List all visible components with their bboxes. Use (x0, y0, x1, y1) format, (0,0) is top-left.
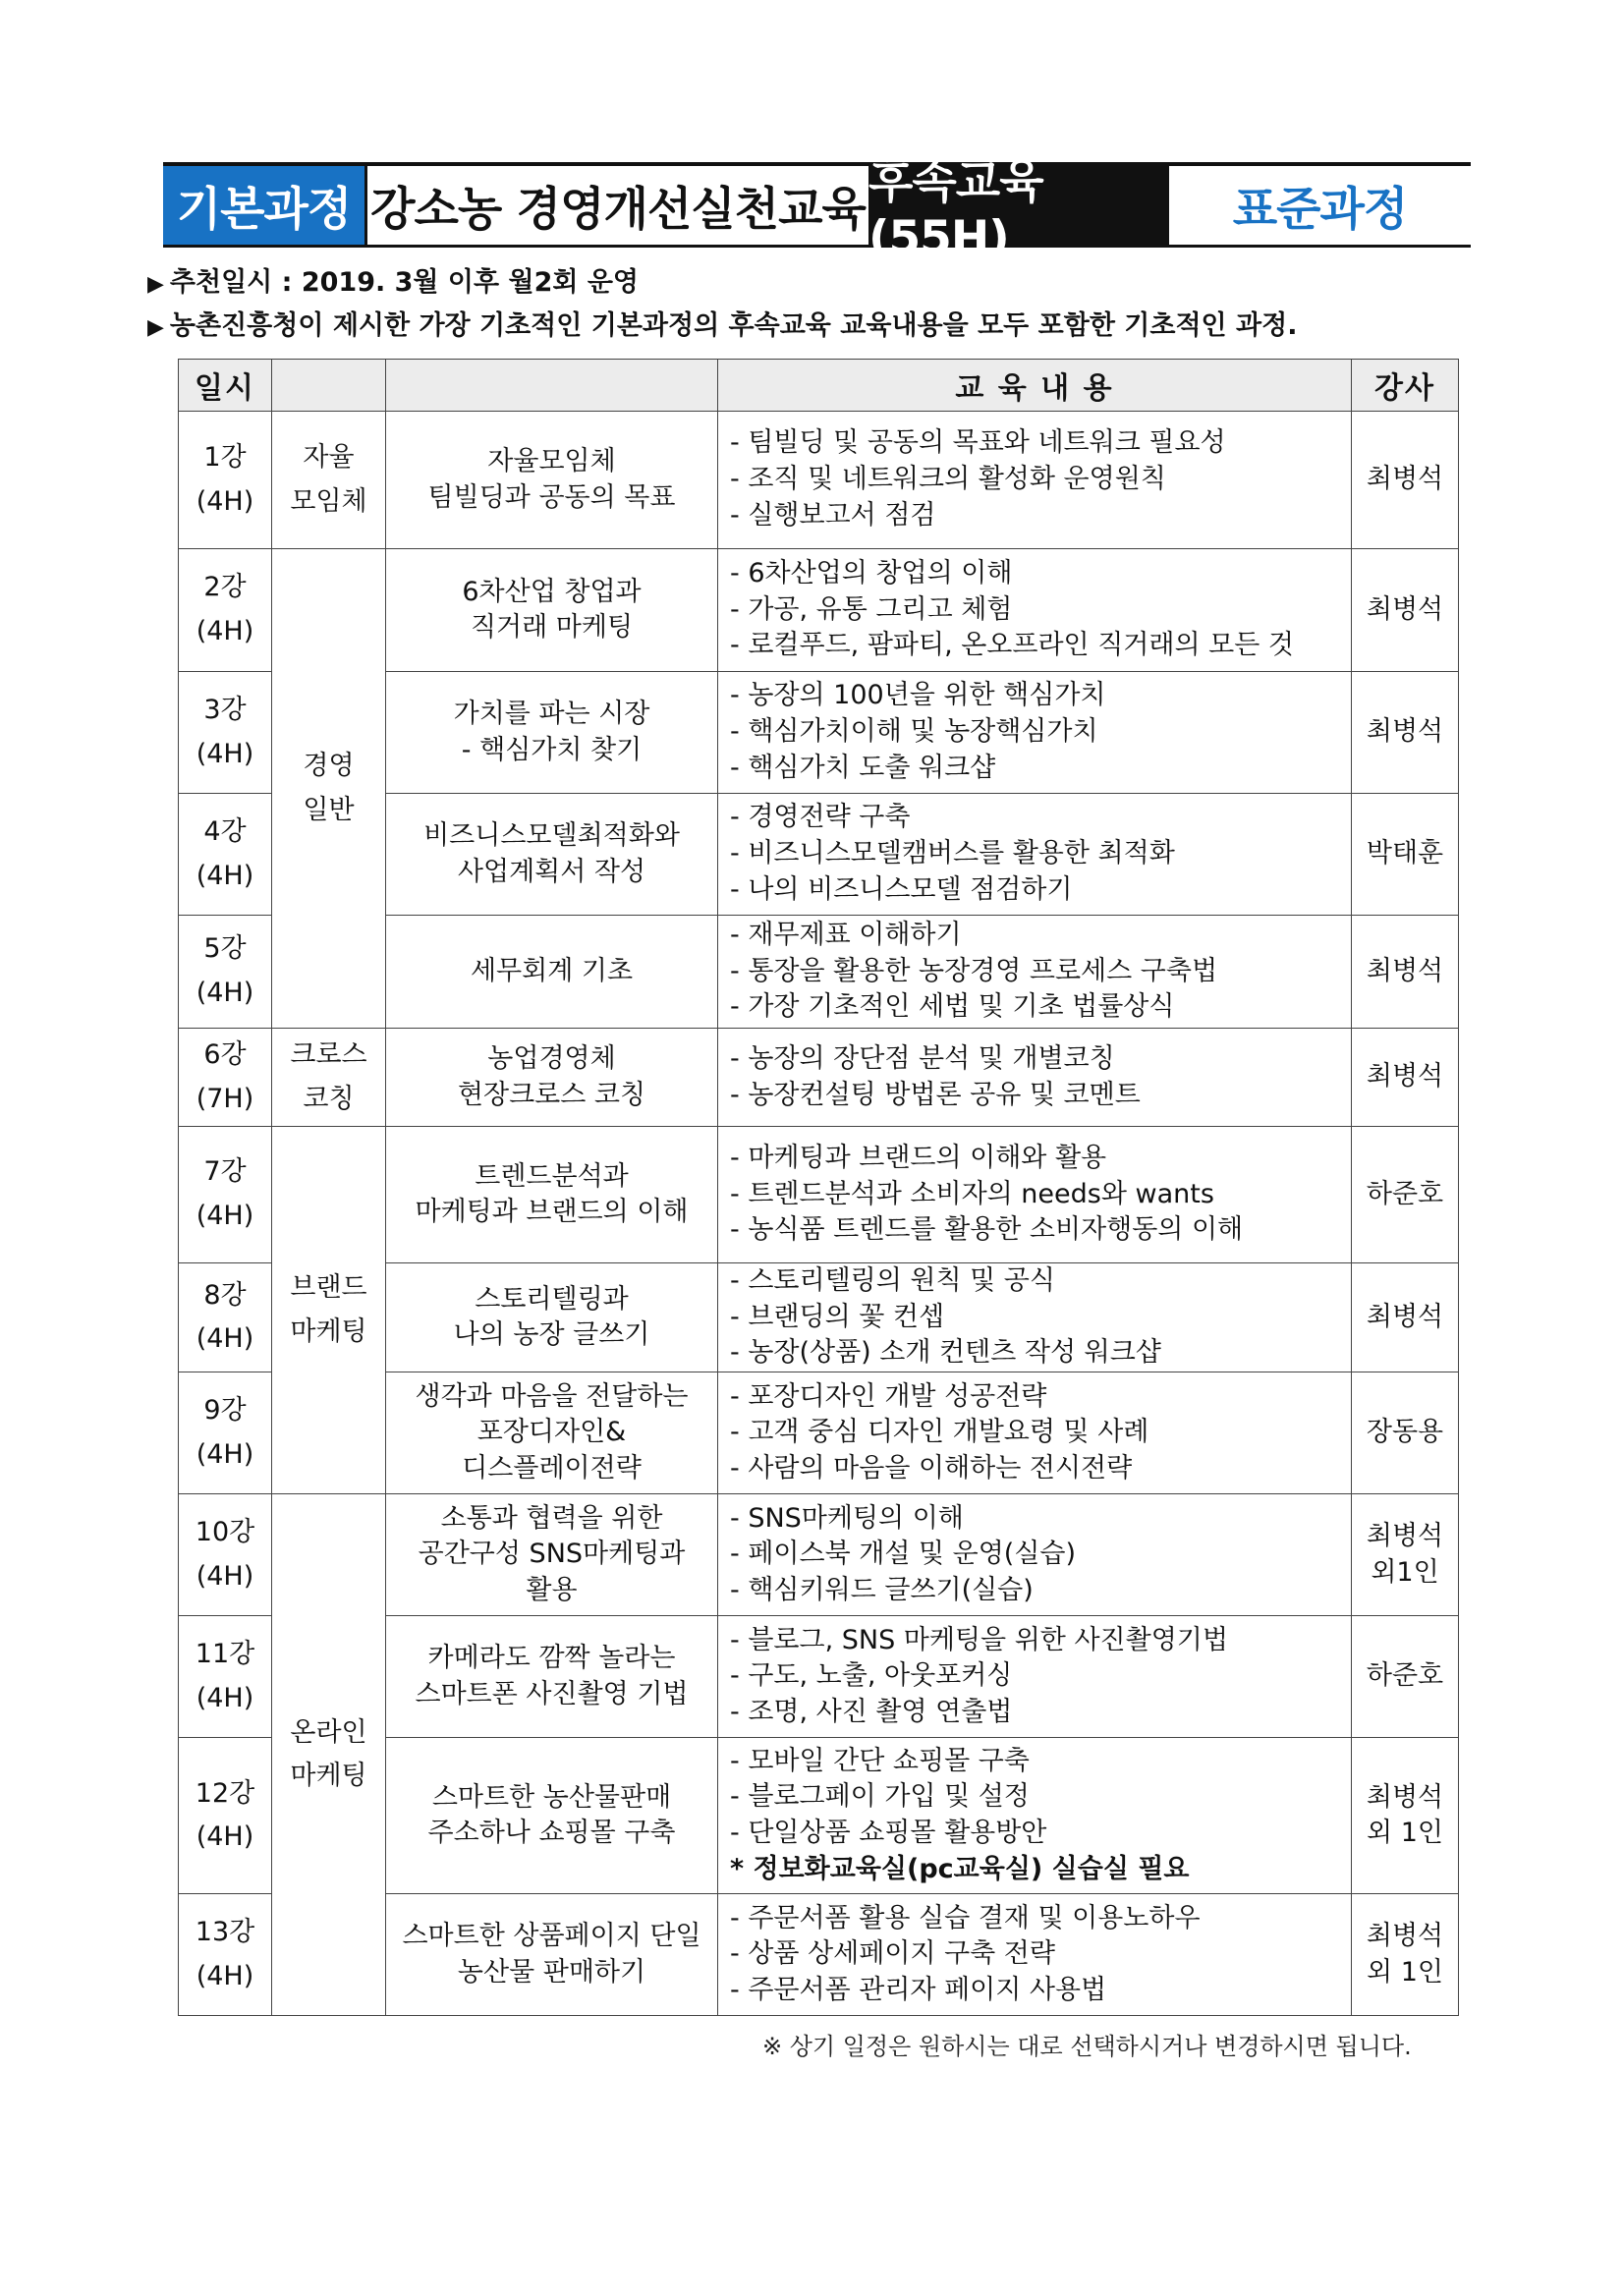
text-line: 최병석 (1366, 1061, 1444, 1092)
lecture-content-cell (718, 1616, 1352, 1738)
lecture-content-cell (718, 412, 1352, 549)
instructor-cell (1352, 794, 1459, 916)
text-line: - 단일상품 쇼핑몰 활용방안 (730, 1818, 1047, 1849)
lecture-title-cell (386, 1894, 718, 2016)
follow-up-label: 후속교육(55H) (868, 166, 1169, 245)
lecture-date-cell (179, 1372, 272, 1494)
lecture-date-cell (179, 916, 272, 1029)
instructor-cell (1352, 1894, 1459, 2016)
text-line: - 팀빌딩 및 공동의 목표와 네트워크 필요성 (730, 427, 1226, 459)
text-line: - 농장의 장단점 분석 및 개별코칭 (730, 1042, 1115, 1074)
lecture-number: 3강 (203, 694, 247, 725)
lecture-number: 6강 (203, 1038, 247, 1070)
lecture-content-cell (718, 1029, 1352, 1127)
lecture-title-cell (386, 1738, 718, 1894)
standard-course-label: 표준과정 (1169, 166, 1471, 245)
table-header-row (179, 360, 1459, 412)
lecture-hours: (4H) (196, 978, 254, 1008)
text-line: - 통장을 활용한 농장경영 프로세스 구축법 (730, 955, 1218, 986)
lecture-hours: (4H) (196, 1960, 254, 1991)
text-line: - 브랜딩의 꽃 컨셉 (730, 1301, 945, 1332)
schedule-table (178, 359, 1459, 2016)
text-line: 하준호 (1366, 1660, 1444, 1692)
lecture-hours: (4H) (196, 1821, 254, 1853)
text-line: - 핵심가치 찾기 (461, 734, 643, 765)
lecture-hours: (7H) (196, 1083, 254, 1114)
text-line: - 조명, 사진 촬영 연출법 (730, 1697, 1013, 1728)
text-line: - 주문서폼 관리자 페이지 사용법 (730, 1975, 1107, 2006)
lecture-hours: (4H) (196, 1560, 254, 1592)
text-line: 생각과 마음을 전달하는 (415, 1381, 689, 1412)
text-line: 모임체 (290, 485, 367, 517)
lecture-hours: (4H) (196, 1323, 254, 1355)
lecture-date-cell (179, 549, 272, 672)
text-line: 공간구성 SNS마케팅과 (418, 1539, 686, 1570)
text-line: 트렌드분석과 (475, 1160, 629, 1192)
lecture-hours: (4H) (196, 738, 254, 769)
lecture-date-cell (179, 794, 272, 916)
lecture-number: 10강 (195, 1517, 255, 1548)
text-line: 최병석 (1366, 1301, 1444, 1332)
text-line: - 구도, 노출, 아웃포커싱 (730, 1660, 1013, 1692)
text-line: - 경영전략 구축 (730, 802, 911, 833)
triangle-bullet-icon: ▶ (147, 272, 164, 297)
lecture-title-cell (386, 794, 718, 916)
text-line: 직거래 마케팅 (470, 612, 634, 643)
lecture-hours: (4H) (196, 860, 254, 891)
instructor-cell (1352, 1372, 1459, 1494)
lecture-content-cell (718, 549, 1352, 672)
course-name: 강소농 경영개선실천교육 (364, 166, 868, 245)
text-line: - 농장컨설팅 방법론 공유 및 코멘트 (730, 1079, 1141, 1110)
lecture-date-cell (179, 1029, 272, 1127)
text-line: 스토리텔링과 (475, 1283, 629, 1315)
text-line: 최병석 (1366, 464, 1444, 495)
instructor-cell (1352, 1263, 1459, 1372)
lecture-date-cell (179, 1616, 272, 1738)
triangle-bullet-icon: ▶ (147, 315, 164, 340)
lecture-number: 9강 (203, 1395, 247, 1427)
lecture-number: 7강 (203, 1156, 247, 1188)
text-line: 6차산업 창업과 (462, 576, 642, 607)
header-category (272, 360, 386, 412)
text-line: - 농장(상품) 소개 컨텐츠 작성 워크샵 (730, 1337, 1161, 1369)
text-line: 외1인 (1371, 1556, 1439, 1588)
lecture-date-cell (179, 1894, 272, 2016)
table-row (179, 549, 1459, 672)
lecture-number: 1강 (203, 441, 247, 473)
text-line: - 핵심가치이해 및 농장핵심가치 (730, 716, 1098, 748)
text-line: 활용 (526, 1574, 578, 1605)
text-line: 마케팅 (290, 1761, 367, 1792)
lecture-title-cell (386, 916, 718, 1029)
text-line: 마케팅과 브랜드의 이해 (415, 1197, 689, 1227)
lecture-title-cell (386, 672, 718, 794)
lecture-content-cell (718, 794, 1352, 916)
text-line: 최병석 (1366, 1781, 1444, 1813)
text-line: 코칭 (303, 1083, 355, 1114)
text-line: - 블로그페이 가입 및 설정 (730, 1781, 1030, 1813)
text-line: - 상품 상세페이지 구축 전략 (730, 1938, 1055, 1970)
text-line: 스마트폰 사진촬영 기법 (415, 1678, 689, 1709)
text-line: 외 1인 (1367, 1956, 1443, 1988)
lecture-number: 2강 (203, 572, 247, 603)
lecture-date-cell (179, 672, 272, 794)
text-line: 나의 농장 글쓰기 (453, 1319, 650, 1351)
text-line: - 6차산업의 창업의 이해 (730, 557, 1013, 588)
text-line: - 블로그, SNS 마케팅을 위한 사진촬영기법 (730, 1624, 1228, 1655)
lecture-date-cell (179, 1263, 272, 1372)
schedule-table-body (179, 412, 1459, 2016)
lecture-title-cell (386, 1372, 718, 1494)
category-cell (272, 1494, 386, 2016)
lecture-hours: (4H) (196, 1438, 254, 1470)
lecture-hours: (4H) (196, 616, 254, 646)
text-line: - 가공, 유통 그리고 체험 (730, 593, 1013, 625)
text-line: 최병석 (1366, 716, 1444, 748)
lecture-hours: (4H) (196, 485, 254, 517)
table-row (179, 412, 1459, 549)
text-line: 자율 (303, 441, 355, 473)
title-banner (163, 155, 1471, 265)
course-description-text: 농촌진흥청이 제시한 가장 기초적인 기본과정의 후속교육 교육내용을 모두 포함한 기초적인 과정. (169, 310, 1298, 341)
category-cell (272, 549, 386, 1029)
lecture-date-cell (179, 1738, 272, 1894)
recommended-schedule-note (147, 260, 639, 299)
lecture-content-cell (718, 1894, 1352, 2016)
text-line: 스마트한 상품페이지 단일 (402, 1921, 701, 1952)
text-line: 디스플레이전략 (462, 1452, 642, 1484)
text-line: - 조직 및 네트워크의 활성화 운영원칙 (730, 464, 1166, 495)
text-line: - 페이스북 개설 및 운영(실습) (730, 1539, 1077, 1570)
instructor-cell (1352, 672, 1459, 794)
lecture-title-cell (386, 1029, 718, 1127)
text-line: 온라인 (290, 1716, 367, 1748)
lecture-number: 11강 (195, 1639, 255, 1670)
text-line: 현장크로스 코칭 (457, 1079, 646, 1110)
text-line: 가치를 파는 시장 (453, 699, 650, 730)
text-line: 세무회계 기초 (470, 955, 634, 986)
lecture-title-cell (386, 412, 718, 549)
text-line: 마케팅 (290, 1316, 367, 1347)
table-row (179, 1494, 1459, 1616)
text-line: - 나의 비즈니스모델 점검하기 (730, 873, 1073, 905)
text-line: 최병석 (1366, 955, 1444, 986)
text-line: - 포장디자인 개발 성공전략 (730, 1380, 1047, 1412)
lecture-date-cell (179, 1127, 272, 1263)
text-line: - 스토리텔링의 원칙 및 공식 (730, 1265, 1055, 1296)
header-date: 일시 (179, 360, 272, 412)
lecture-number: 8강 (203, 1279, 247, 1311)
lecture-content-cell (718, 916, 1352, 1029)
text-line: 하준호 (1366, 1178, 1444, 1209)
text-line: 일반 (303, 794, 355, 825)
lecture-number: 5강 (203, 933, 247, 965)
basic-course-label: 기본과정 (163, 166, 364, 245)
course-description-note (147, 304, 1297, 342)
table-row (179, 1029, 1459, 1127)
text-line: - 농식품 트렌드를 활용한 소비자행동의 이해 (730, 1214, 1244, 1246)
content-note: * 정보화교육실(pc교육실) 실습실 필요 (730, 1853, 1190, 1884)
category-cell (272, 412, 386, 549)
text-line: - 마케팅과 브랜드의 이해와 활용 (730, 1142, 1107, 1173)
text-line: 외 1인 (1367, 1818, 1443, 1849)
text-line: 농산물 판매하기 (457, 1956, 646, 1988)
category-cell (272, 1127, 386, 1494)
text-line: 농업경영체 (487, 1043, 616, 1075)
lecture-title-cell (386, 1494, 718, 1616)
text-line: 사업계획서 작성 (457, 856, 646, 887)
instructor-cell (1352, 916, 1459, 1029)
lecture-title-cell (386, 1263, 718, 1372)
lecture-title-cell (386, 1127, 718, 1263)
text-line: 팀빌딩과 공동의 목표 (427, 481, 676, 513)
text-line: - 실행보고서 점검 (730, 499, 936, 531)
lecture-content-cell (718, 1372, 1352, 1494)
lecture-number: 12강 (195, 1777, 255, 1809)
text-line: 자율모임체 (487, 446, 616, 477)
text-line: - 모바일 간단 쇼핑몰 구축 (730, 1745, 1030, 1776)
text-line: - SNS마케팅의 이해 (730, 1502, 964, 1534)
lecture-hours: (4H) (196, 1682, 254, 1713)
text-line: 최병석 (1366, 593, 1444, 625)
instructor-cell (1352, 1029, 1459, 1127)
header-title (386, 360, 718, 412)
lecture-content-cell (718, 1127, 1352, 1263)
table-row (179, 1127, 1459, 1263)
text-line: - 로컬푸드, 팜파티, 온오프라인 직거래의 모든 것 (730, 630, 1294, 661)
text-line: 주소하나 쇼핑몰 구축 (427, 1818, 676, 1849)
instructor-cell (1352, 549, 1459, 672)
lecture-content-cell (718, 1263, 1352, 1372)
lecture-date-cell (179, 1494, 272, 1616)
text-line: - 핵심가치 도출 워크샵 (730, 752, 996, 783)
header-instructor: 강사 (1352, 360, 1459, 412)
instructor-cell (1352, 1738, 1459, 1894)
lecture-hours: (4H) (196, 1201, 254, 1231)
text-line: 최병석 (1366, 1521, 1444, 1552)
text-line: - 농장의 100년을 위한 핵심가치 (730, 680, 1106, 711)
footnote: ※ 상기 일정은 원하시는 대로 선택하시거나 변경하시면 됩니다. (762, 2033, 1412, 2060)
category-cell (272, 1029, 386, 1127)
lecture-content-cell (718, 672, 1352, 794)
instructor-cell (1352, 1616, 1459, 1738)
text-line: 비즈니스모델최적화와 (423, 820, 680, 852)
lecture-number: 4강 (203, 815, 247, 847)
text-line: - 주문서폼 활용 실습 결재 및 이용노하우 (730, 1902, 1201, 1933)
lecture-date-cell (179, 412, 272, 549)
text-line: - 고객 중심 디자인 개발요령 및 사례 (730, 1417, 1149, 1448)
instructor-cell (1352, 1127, 1459, 1263)
lecture-content-cell (718, 1738, 1352, 1894)
text-line: 경영 (303, 750, 355, 781)
recommended-schedule-text: 추천일시 : 2019. 3월 이후 월2회 운영 (169, 267, 639, 298)
text-line: 최병석 (1366, 1921, 1444, 1952)
lecture-number: 13강 (195, 1917, 255, 1948)
lecture-title-cell (386, 549, 718, 672)
text-line: - 사람의 마음을 이해하는 전시전략 (730, 1453, 1133, 1484)
instructor-cell (1352, 1494, 1459, 1616)
text-line: 박태훈 (1366, 838, 1444, 869)
lecture-title-cell (386, 1616, 718, 1738)
text-line: - 트렌드분석과 소비자의 needs와 wants (730, 1178, 1214, 1209)
text-line: 브랜드 (290, 1272, 367, 1304)
text-line: 크로스 (290, 1038, 367, 1070)
text-line: 스마트한 농산물판매 (431, 1781, 672, 1813)
header-content: 교 육 내 용 (718, 360, 1352, 412)
text-line: 카메라도 깜짝 놀라는 (427, 1643, 676, 1674)
text-line: 장동용 (1366, 1417, 1444, 1448)
text-line: - 핵심키워드 글쓰기(실습) (730, 1575, 1034, 1606)
text-line: 포장디자인& (476, 1417, 627, 1448)
text-line: - 재무제표 이해하기 (730, 919, 962, 950)
text-line: - 가장 기초적인 세법 및 기초 법률상식 (730, 991, 1175, 1023)
text-line: 소통과 협력을 위한 (440, 1503, 663, 1534)
text-line: - 비즈니스모델캠버스를 활용한 최적화 (730, 838, 1175, 869)
lecture-content-cell (718, 1494, 1352, 1616)
instructor-cell (1352, 412, 1459, 549)
